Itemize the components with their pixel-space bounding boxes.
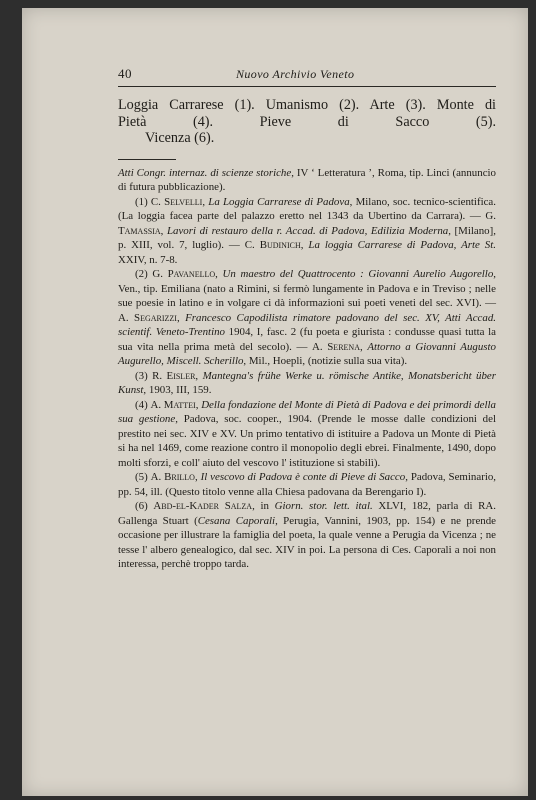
footnote-6-title-1: Giorn. stor. lett. ital. [274, 500, 373, 513]
footnote-5-title-1: Il vescovo di Padova è conte di Pieve di Sacco [200, 471, 406, 484]
page-header [118, 66, 496, 87]
footnote-2-author-2: A. Segarizzi [118, 311, 177, 324]
footnote-4-text-2: , Padova, soc. cooper., 1904. (Prende le mosse dalle condizioni del prestito nei sec. XIV e XV. Un primo tentativo di istituire a Padova un Monte di Pietà si ha nel 1469, come reazione contro il monopolio degli ebrei. Finalmente, 1490, dopo molti sforzi, e coll' aiuto del vescovo l' istituzione si stabilì). [118, 413, 496, 469]
footnote-6-author-1: Abd-el-Kader Salza [153, 500, 253, 513]
footnote-6-title-2: Cesana Caporali [197, 514, 276, 527]
footnote-3-author-1: R. Eisler [152, 369, 196, 382]
footnote-2-text-1: , [215, 268, 223, 281]
footnote-2-number: (2) [135, 268, 153, 281]
footnote-4-text-1: , [195, 398, 202, 411]
footnote-2 [118, 267, 496, 369]
footnote-continuation [118, 166, 496, 195]
footnote-2-title-3: Attorno a Giovanni Augusto Augurello, Miscell. Scherillo [118, 340, 497, 368]
footnote-3-title-1: Mantegna's frühe Werke u. römische Antike, Monatsbericht über Kunst [118, 369, 496, 397]
footnote-5-author-1: A. Brillo [150, 471, 195, 484]
footnote-2-text-6: , Mil., Hoepli, (notizie sulla sua vita). [243, 355, 408, 368]
footnote-1-title-3: La loggia Carrarese di Padova, Arte St. [308, 239, 497, 252]
footnote-6-text-3: , Perugia, Vannini, 1903, pp. 154) e ne prende occasione per illustrare la famiglia del poeta, la quale venne a Perugia da Vicenza ; ne tesse l' albero genealogico, dal sec. XIV in poi. La persona di Ces. Caporali a noi non interessa, perchè troppo tarda. [118, 514, 496, 571]
footnote-1 [118, 195, 496, 268]
footnote-1-text-6: XXIV, n. 7-8. [118, 253, 178, 266]
footnote-1-title-2: Lavori di restauro della r. Accad. di Padova, Edilizia Moderna [166, 224, 449, 237]
footnote-6-text-1: , in [252, 500, 275, 513]
footnote-5-number: (5) [135, 471, 151, 484]
footnote-2-text-4: 1904, I, fasc. 2 (fu poeta e giurista : condusse quasi tutta la sua vita nella prima metà del secolo). — [118, 326, 496, 353]
footnote-1-author-3: C. Budinich [244, 239, 301, 252]
footnote-2-author-3: A. Serena [312, 340, 360, 353]
footnote-continuation-title: Atti Congr. internaz. di scienze storiche [118, 166, 292, 179]
footnote-4-number: (4) [135, 398, 151, 411]
footnote-1-text-4: , [Milano], p. XIII, vol. 7, luglio). — [118, 224, 496, 252]
footnote-1-author-2: G. Tamassia [118, 210, 496, 237]
footnote-5-text-1: , [194, 471, 201, 484]
footnote-1-text-3: , [160, 224, 167, 237]
footnote-1-title-1: La Loggia Carrarese di Padova [208, 195, 350, 208]
page-content [118, 66, 496, 572]
footnote-separator [118, 159, 176, 160]
footnote-2-text-5: , [359, 340, 368, 353]
footnote-3-text-1: , [195, 369, 203, 382]
top-text-line-1: Loggia Carrarese (1). Umanismo (2). Arte (3). Monte di [118, 97, 496, 113]
footnote-1-number: (1) [135, 195, 151, 208]
footnote-3-number: (3) [135, 369, 153, 382]
top-text-line-2: Pietà (4). Pieve di Sacco (5). [118, 113, 496, 130]
page-number: 40 [118, 66, 132, 81]
footnote-1-text-1: , [202, 195, 209, 208]
footnote-2-text-2: , Ven., tip. Emiliana (nato a Rimini, si fermò lungamente in Padova e in Treviso ; nelle sue poesie in latino e in volgare ci dà informazioni sui poeti veneti del sec. XVI). — [118, 268, 497, 310]
footnote-2-text-3: , [176, 311, 186, 324]
footnotes [118, 166, 496, 572]
footnote-1-text-2: , Milano, soc. tecnico-scientifica. (La loggia facea parte del palazzo eretto nel 1343 da Ubertino da Carrara). — [118, 195, 496, 223]
footnote-6-text-2: XLVI, 182, parla di RA. Gallenga Stuart ( [118, 500, 496, 527]
footnote-1-text-5: , [300, 239, 309, 252]
footnote-5-text-2: , Padova, Seminario, pp. 54, ill. (Questo titolo venne alla Chiesa padovana da Berengario I). [118, 471, 497, 498]
book-page [22, 8, 528, 796]
footnote-2-title-2: Francesco Capodilista rimatore padovano del sec. XV, Atti Accad. scientif. Veneto-Trentino [118, 311, 496, 339]
running-title: Nuovo Archivio Veneto [236, 67, 355, 81]
top-text-line-3: Vicenza (6). [145, 130, 215, 147]
footnote-2-title-1: Un maestro del Quattrocento : Giovanni Aurelio Augorello [222, 268, 494, 281]
footnote-4-author-1: A. Mattei [150, 398, 196, 411]
footnote-6-number: (6) [135, 500, 154, 513]
footnote-3 [118, 369, 496, 398]
footnote-continuation-text: , IV ‘ Letteratura ’, Roma, tip. Linci (annuncio di futura pubblicazione). [118, 166, 496, 194]
footnote-4 [118, 398, 496, 471]
footnote-4-title-1: Della fondazione del Monte di Pietà di Padova e dei primordi della sua gestione [118, 398, 497, 426]
footnote-5 [118, 470, 496, 499]
footnote-1-author-1: C. Selvelli [150, 195, 203, 208]
footnote-3-text-2: , 1903, III, 159. [143, 384, 212, 397]
footnote-6 [118, 499, 496, 572]
footnote-2-author-1: G. Pavanello [152, 268, 216, 281]
